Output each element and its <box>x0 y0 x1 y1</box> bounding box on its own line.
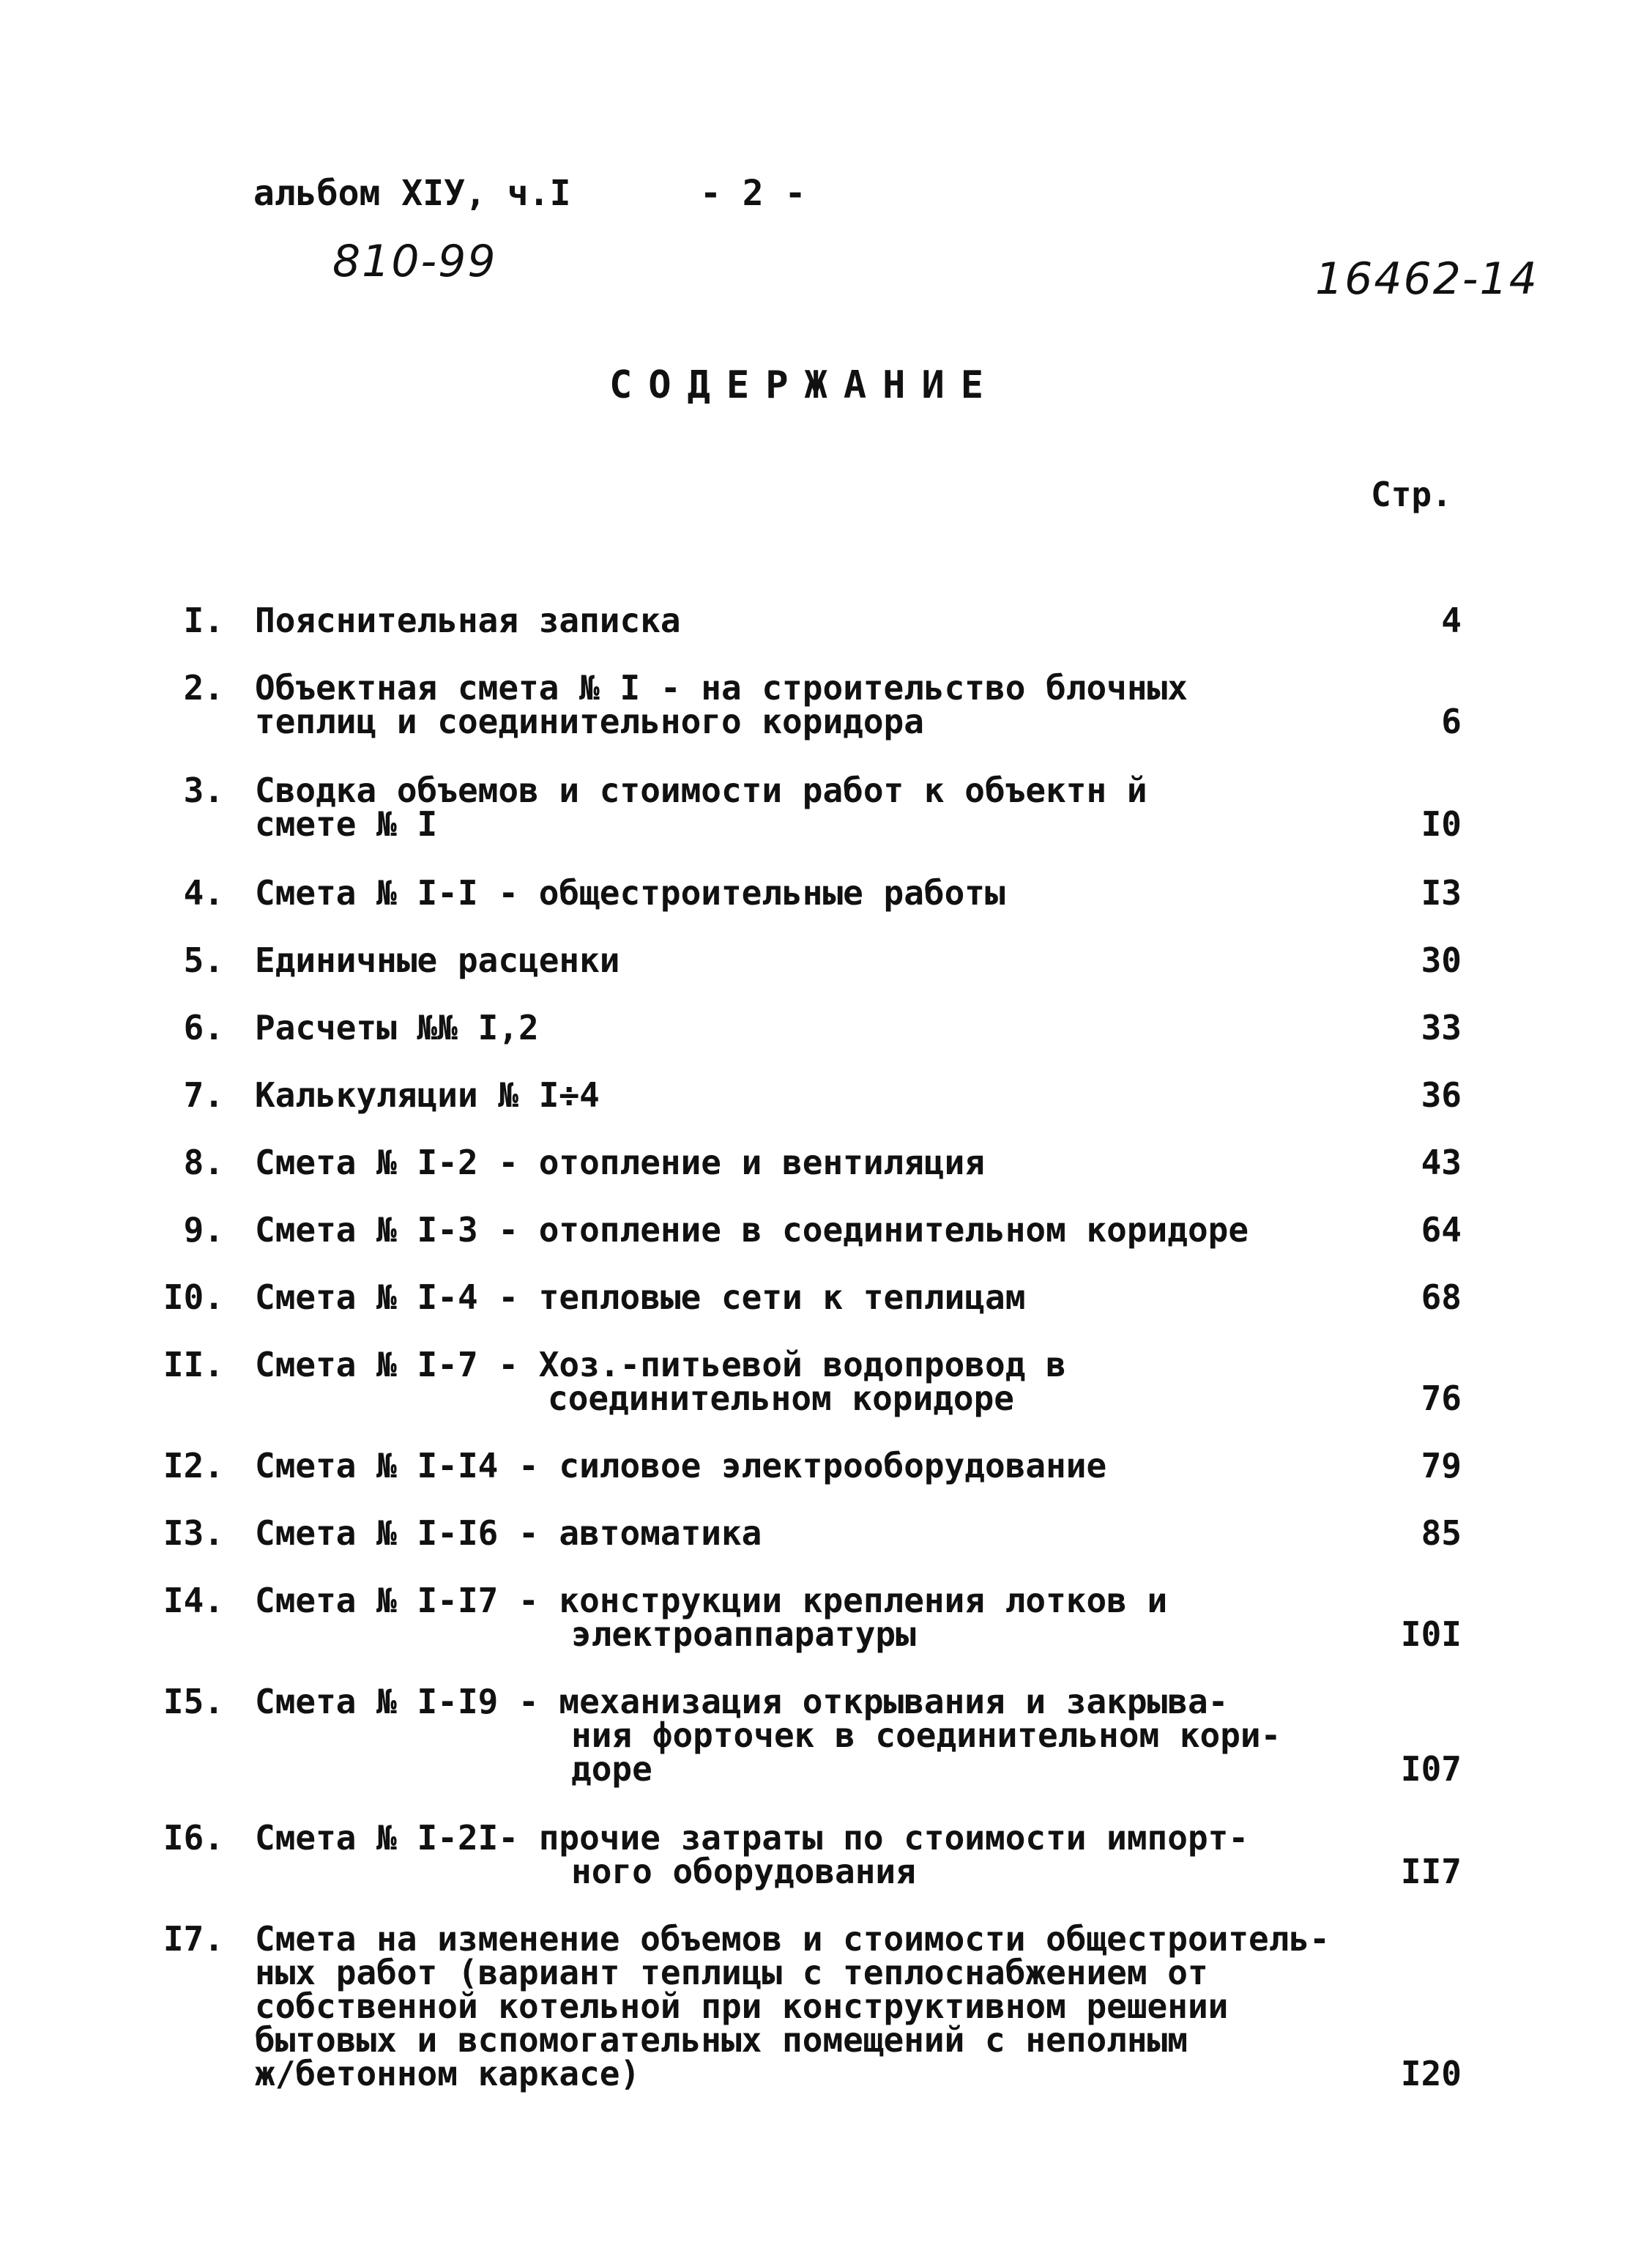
toc-entry-line: Смета № I-I6 - автоматика <box>255 1513 762 1553</box>
toc-entry-number: I5. <box>163 1682 224 1721</box>
toc-entry-text <box>255 1919 1330 2093</box>
toc-entry-number: 8. <box>183 1143 224 1182</box>
toc-entry-number: I. <box>183 601 224 640</box>
toc-entry-page: I07 <box>1400 1749 1462 1789</box>
toc-entry-number: 6. <box>183 1008 224 1047</box>
toc-entry-line: Смета № I-I9 - механизация открывания и закрыва- <box>255 1682 1229 1721</box>
toc-entry-page: I0 <box>1421 804 1462 844</box>
toc-entry-line: Единичные расценки <box>255 940 620 980</box>
toc-entry-line: Смета № I-I - общестроительные работы <box>255 873 1005 913</box>
toc-entry-line: ж/бетонном каркасе) <box>255 2054 641 2093</box>
toc-entry-text <box>255 1277 1026 1317</box>
handwritten-note-right: 16462-14 <box>1315 253 1538 305</box>
toc-entry-line: Смета на изменение объемов и стоимости общестроитель- <box>255 1919 1330 1959</box>
toc-entry-page: 76 <box>1421 1379 1462 1418</box>
toc-entry-text <box>255 1682 1281 1789</box>
toc-entry-text <box>255 1513 762 1553</box>
toc-entry-number: 2. <box>183 668 224 708</box>
toc-entry-number: 3. <box>183 771 224 810</box>
toc-entry-line: Смета № I-2I- прочие затраты по стоимости импорт- <box>255 1818 1249 1858</box>
toc-entry-page: 4 <box>1441 601 1462 640</box>
toc-entry-line: ния форточек в соединительном кори- <box>571 1715 1281 1755</box>
toc-entry-number: 7. <box>183 1075 224 1115</box>
toc-entry-number: II. <box>163 1345 224 1384</box>
toc-entry-number: I7. <box>163 1919 224 1959</box>
toc-entry-text <box>255 1446 1107 1485</box>
toc-entry-line: Расчеты №№ I,2 <box>255 1008 539 1047</box>
toc-entry-text <box>255 940 620 980</box>
toc-entry-line: собственной котельной при конструктивном решении <box>255 1986 1229 2026</box>
toc-entry-line: Пояснительная записка <box>255 601 681 640</box>
toc-entry-text <box>255 1210 1249 1250</box>
toc-entry-line: Объектная смета № I - на строительство блочных <box>255 668 1188 708</box>
toc-entry-text <box>255 601 681 640</box>
toc-entry-page: II7 <box>1400 1852 1462 1891</box>
toc-entry-number: I0. <box>163 1277 224 1317</box>
toc-entry-text <box>255 1008 539 1047</box>
toc-entry-line: Смета № I-I4 - силовое электрооборудование <box>255 1446 1107 1485</box>
toc-entry-number: 9. <box>183 1210 224 1250</box>
toc-entry-line: Смета № I-7 - Хоз.-питьевой водопровод в <box>255 1345 1066 1384</box>
album-label: альбом XIУ, ч.I <box>253 173 571 214</box>
toc-entry-text <box>255 1818 1249 1891</box>
toc-entry-number: 4. <box>183 873 224 913</box>
toc-entry-text <box>255 873 1005 913</box>
toc-entry-page: 30 <box>1421 940 1462 980</box>
toc-entry-line: Сводка объемов и стоимости работ к объектн й <box>255 771 1147 810</box>
toc-entry-page: 6 <box>1441 702 1462 741</box>
toc-entry-page: I0I <box>1400 1614 1462 1654</box>
toc-entry-line: Смета № I-3 - отопление в соединительном коридоре <box>255 1210 1249 1250</box>
toc-entry-page: 64 <box>1421 1210 1462 1250</box>
toc-entry-page: 79 <box>1421 1446 1462 1485</box>
toc-entry-page: 85 <box>1421 1513 1462 1553</box>
toc-entry-number: I2. <box>163 1446 224 1485</box>
toc-entry-page: 68 <box>1421 1277 1462 1317</box>
handwritten-note-left: 810-99 <box>332 236 497 287</box>
toc-entry-number: I3. <box>163 1513 224 1553</box>
toc-entry-line: Смета № I-2 - отопление и вентиляция <box>255 1143 985 1182</box>
toc-entry-text <box>255 1581 1168 1654</box>
toc-entry-line: ных работ (вариант теплицы с теплоснабжением от <box>255 1953 1208 1992</box>
toc-entry-text <box>255 1345 1066 1418</box>
toc-entry-line: Смета № I-I7 - конструкции крепления лотков и <box>255 1581 1168 1620</box>
toc-entry-number: 5. <box>183 940 224 980</box>
toc-entry-line: доре <box>571 1749 652 1789</box>
page-column-label: Стр. <box>1371 475 1452 514</box>
toc-entry-page: I3 <box>1421 873 1462 913</box>
toc-entry-page: I20 <box>1400 2054 1462 2093</box>
page-title: СОДЕРЖАНИЕ <box>609 363 1000 407</box>
toc-entry-line: бытовых и вспомогательных помещений с неполным <box>255 2020 1188 2060</box>
toc-entry-line: смете № I <box>255 804 438 844</box>
toc-entry-line: ного оборудования <box>571 1852 916 1891</box>
toc-entry-line: Смета № I-4 - тепловые сети к теплицам <box>255 1277 1026 1317</box>
toc-entry-number: I4. <box>163 1581 224 1620</box>
toc-entry-line: теплиц и соединительного коридора <box>255 702 924 741</box>
toc-entry-page: 43 <box>1421 1143 1462 1182</box>
toc-entry-number: I6. <box>163 1818 224 1858</box>
toc-entry-text <box>255 1143 985 1182</box>
toc-entry-text <box>255 668 1188 741</box>
toc-entry-text <box>255 771 1147 844</box>
toc-entry-page: 36 <box>1421 1075 1462 1115</box>
page-number: - 2 - <box>700 173 806 214</box>
toc-entry-line: Калькуляции № I÷4 <box>255 1075 600 1115</box>
toc-entry-line: электроаппаратуры <box>571 1614 916 1654</box>
toc-entry-page: 33 <box>1421 1008 1462 1047</box>
toc-entry-line: соединительном коридоре <box>548 1379 1014 1418</box>
toc-entry-text <box>255 1075 600 1115</box>
